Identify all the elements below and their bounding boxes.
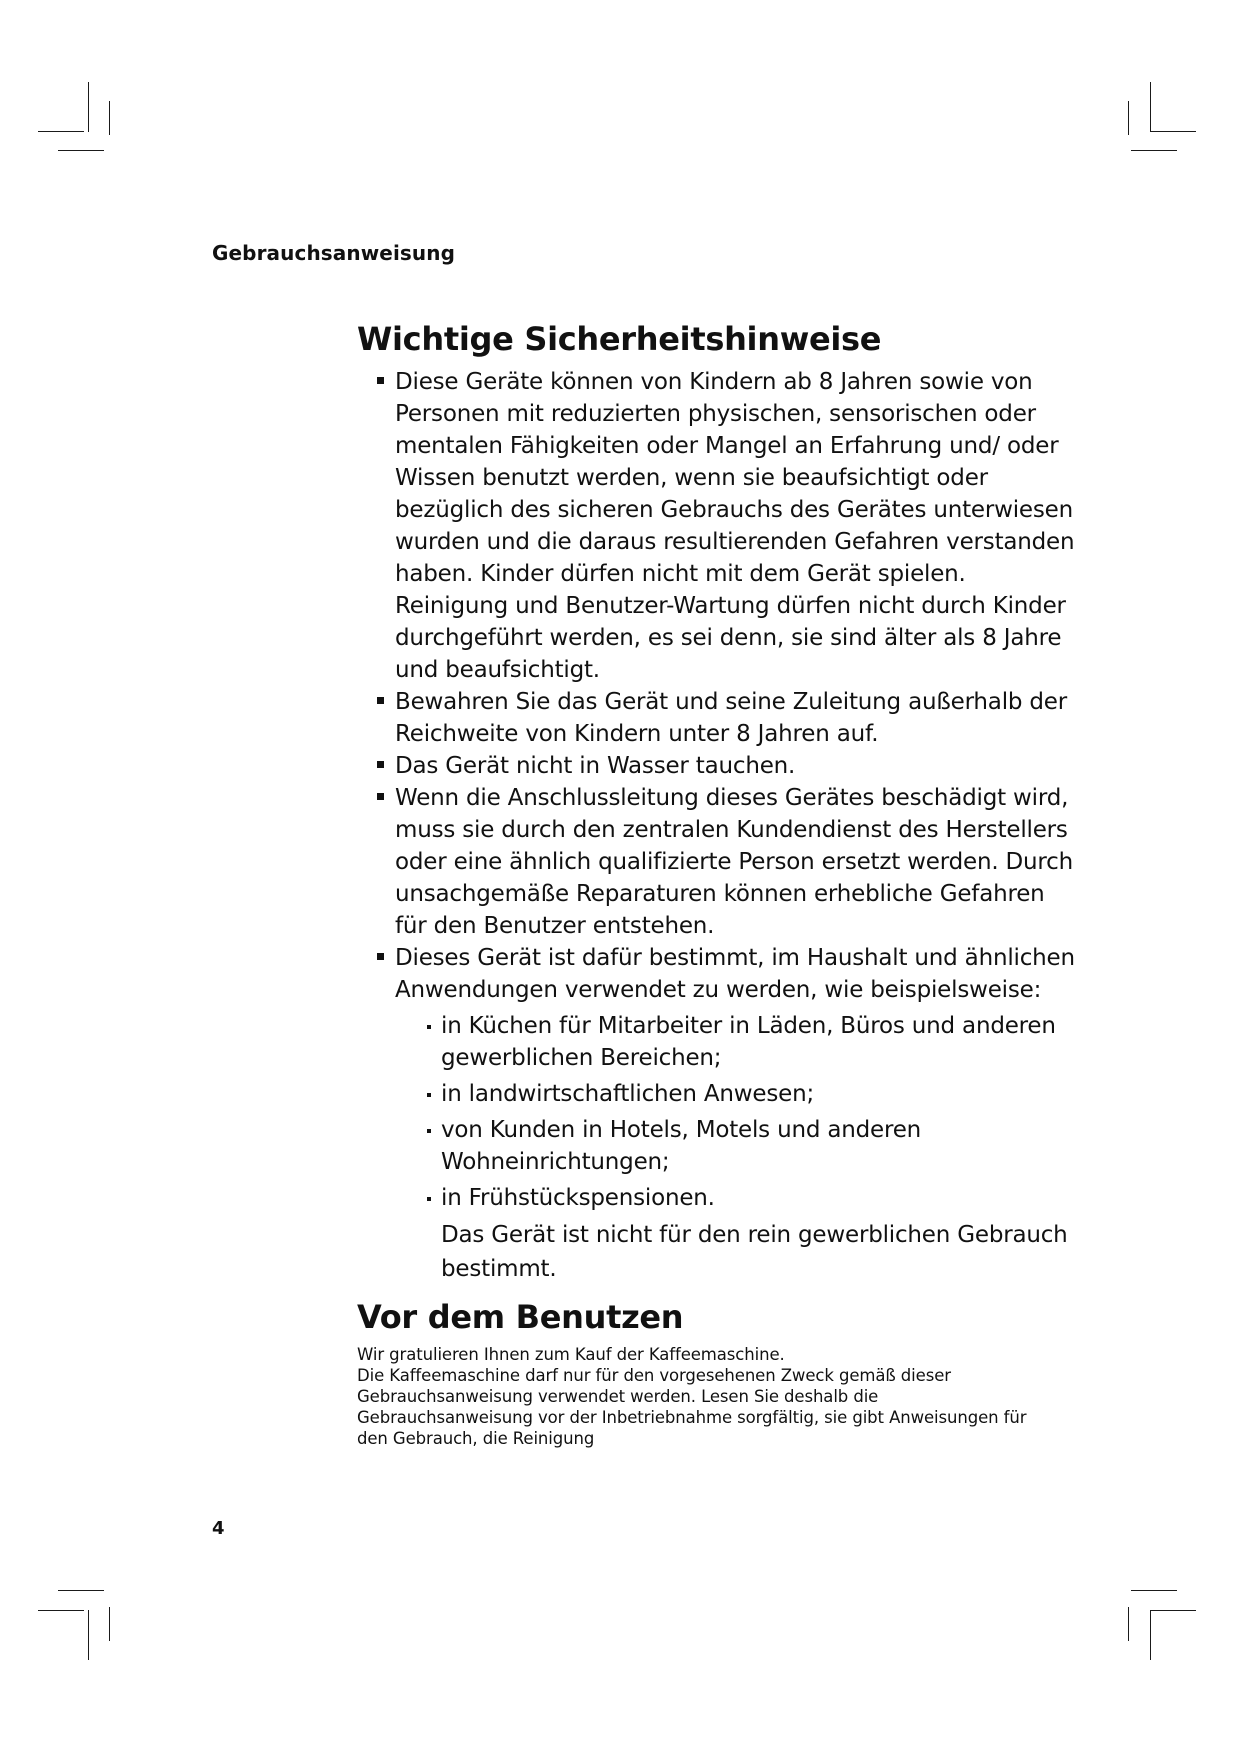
- crop-mark: [58, 150, 104, 151]
- crop-mark: [1131, 1590, 1177, 1591]
- crop-mark: [1150, 82, 1151, 132]
- list-item: Bewahren Sie das Gerät und seine Zuleitung außerhalb der Reichweite von Kindern unter 8 Jahren auf.: [377, 686, 1077, 750]
- list-item: Wenn die Anschlussleitung dieses Gerätes beschädigt wird, muss sie durch den zentralen Kundendienst des Herstellers oder eine ähnlich qualifizierte Person ersetzt werden. Durch unsachgemäße Reparaturen können erhebliche Gefahren für den Benutzer entstehen.: [377, 782, 1077, 942]
- main-content: [357, 318, 1077, 1449]
- sub-list-item: in landwirtschaftlichen Anwesen;: [425, 1078, 1077, 1110]
- crop-mark: [1150, 1610, 1151, 1660]
- sub-list-item: von Kunden in Hotels, Motels und anderen Wohneinrichtungen;: [425, 1114, 1077, 1178]
- crop-mark: [109, 1607, 110, 1641]
- crop-mark: [1128, 1607, 1129, 1641]
- body-paragraph: Die Kaffeemaschine darf nur für den vorgesehenen Zweck gemäß dieser Gebrauchsanweisung verwendet werden. Lesen Sie deshalb die Gebrauchsanweisung vor der Inbetriebnahme sorgfältig, sie gibt Anweisungen für den Gebrauch, die Reinigung: [357, 1366, 1027, 1448]
- safety-list: [357, 366, 1077, 1286]
- page-number: 4: [212, 1518, 225, 1539]
- section-title-before-use: Vor dem Benutzen: [357, 1298, 684, 1336]
- list-item: Das Gerät nicht in Wasser tauchen.: [377, 750, 1077, 782]
- list-item: Diese Geräte können von Kindern ab 8 Jahren sowie von Personen mit reduzierten physischen, sensorischen oder mentalen Fähigkeiten oder Mangel an Erfahrung und/ oder Wissen benutzt werden, wenn sie beaufsichtigt oder bezüglich des sicheren Gebrauchs des Gerätes unterwiesen wurden und die daraus resultierenden Gefahren verstanden haben. Kinder dürfen nicht mit dem Gerät spielen. Reinigung und Benutzer-Wartung dürfen nicht durch Kinder durchgeführt werden, es sei denn, sie sind älter als 8 Jahre und beaufsichtigt.: [377, 366, 1077, 686]
- section-title-safety: Wichtige Sicherheitshinweise: [357, 320, 882, 358]
- sub-note: Das Gerät ist nicht für den rein gewerblichen Gebrauch bestimmt.: [441, 1222, 1068, 1282]
- running-header: Gebrauchsanweisung: [212, 241, 456, 265]
- crop-mark: [88, 82, 89, 132]
- list-item: [377, 942, 1077, 1286]
- crop-mark: [58, 1590, 104, 1591]
- crop-mark: [1150, 1610, 1196, 1611]
- crop-mark: [38, 131, 84, 132]
- sub-list: [395, 1010, 1077, 1214]
- list-item-text: Dieses Gerät ist dafür bestimmt, im Haushalt und ähnlichen Anwendungen verwendet zu werden, wie beispielsweise:: [395, 945, 1075, 1003]
- body-paragraph: Wir gratulieren Ihnen zum Kauf der Kaffeemaschine.: [357, 1345, 785, 1364]
- sub-list-item: in Küchen für Mitarbeiter in Läden, Büros und anderen gewerblichen Bereichen;: [425, 1010, 1077, 1074]
- crop-mark: [88, 1610, 89, 1660]
- crop-mark: [1128, 101, 1129, 135]
- sub-list-item: in Frühstückspensionen.: [425, 1182, 1077, 1214]
- crop-mark: [1150, 131, 1196, 132]
- crop-mark: [38, 1610, 84, 1611]
- crop-mark: [1131, 150, 1177, 151]
- crop-mark: [109, 101, 110, 135]
